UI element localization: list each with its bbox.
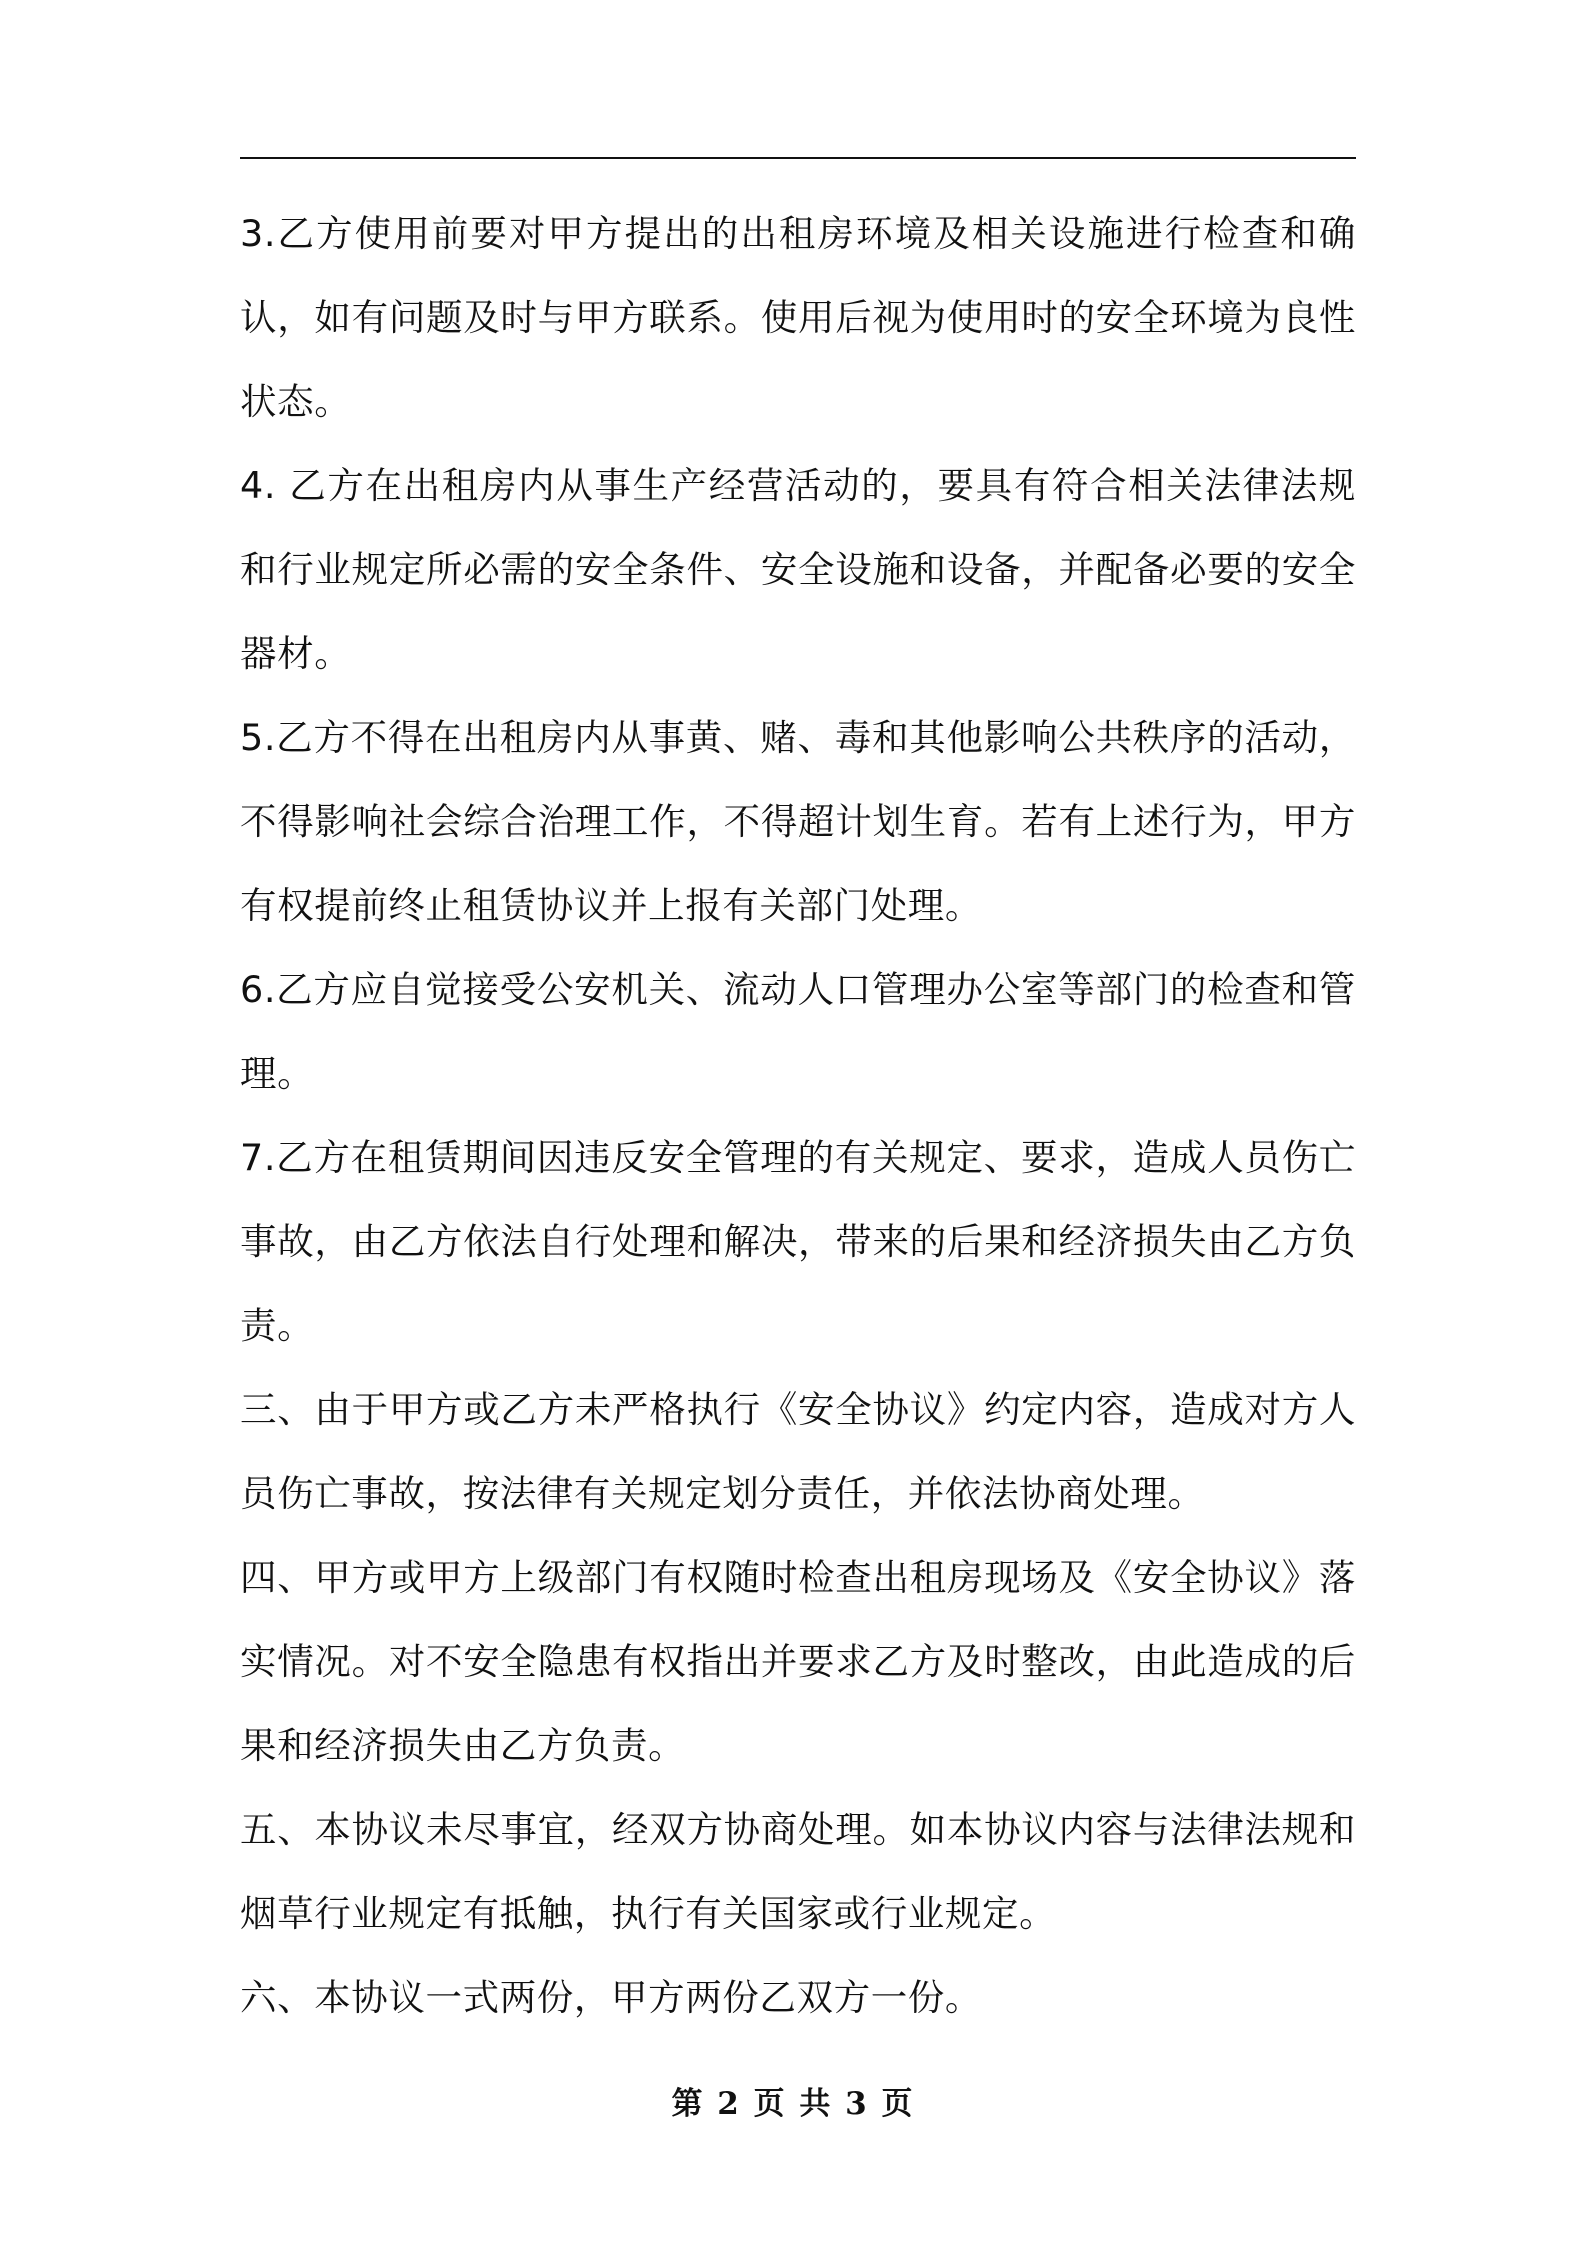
- page-number-footer: 第 2 页 共 3 页: [671, 2086, 915, 2122]
- paragraph-item-6: 6.乙方应自觉接受公安机关、流动人口管理办公室等部门的检查和管理。: [240, 968, 1356, 1095]
- paragraph-section-6: 六、本协议一式两份，甲方两份乙双方一份。: [240, 1976, 982, 2019]
- paragraph-item-5: 5.乙方不得在出租房内从事黄、赌、毒和其他影响公共秩序的活动，不得影响社会综合治理工作，不得超计划生育。若有上述行为，甲方有权提前终止租赁协议并上报有关部门处理。: [240, 716, 1356, 927]
- paragraph-section-4: 四、甲方或甲方上级部门有权随时检查出租房现场及《安全协议》落实情况。对不安全隐患有权指出并要求乙方及时整改，由此造成的后果和经济损失由乙方负责。: [240, 1556, 1356, 1767]
- document-body: [240, 192, 1356, 2040]
- paragraph-item-3: 3.乙方使用前要对甲方提出的出租房环境及相关设施进行检查和确认，如有问题及时与甲方联系。使用后视为使用时的安全环境为良性状态。: [240, 212, 1356, 423]
- paragraph-section-3: 三、由于甲方或乙方未严格执行《安全协议》约定内容，造成对方人员伤亡事故，按法律有关规定划分责任，并依法协商处理。: [240, 1388, 1356, 1515]
- paragraph-item-7: 7.乙方在租赁期间因违反安全管理的有关规定、要求，造成人员伤亡事故，由乙方依法自行处理和解决，带来的后果和经济损失由乙方负责。: [240, 1136, 1356, 1347]
- paragraph-section-5: 五、本协议未尽事宜，经双方协商处理。如本协议内容与法律法规和烟草行业规定有抵触，执行有关国家或行业规定。: [240, 1808, 1356, 1935]
- paragraph-item-4: 4. 乙方在出租房内从事生产经营活动的，要具有符合相关法律法规和行业规定所必需的安全条件、安全设施和设备，并配备必要的安全器材。: [240, 464, 1356, 675]
- header-rule: [240, 157, 1356, 159]
